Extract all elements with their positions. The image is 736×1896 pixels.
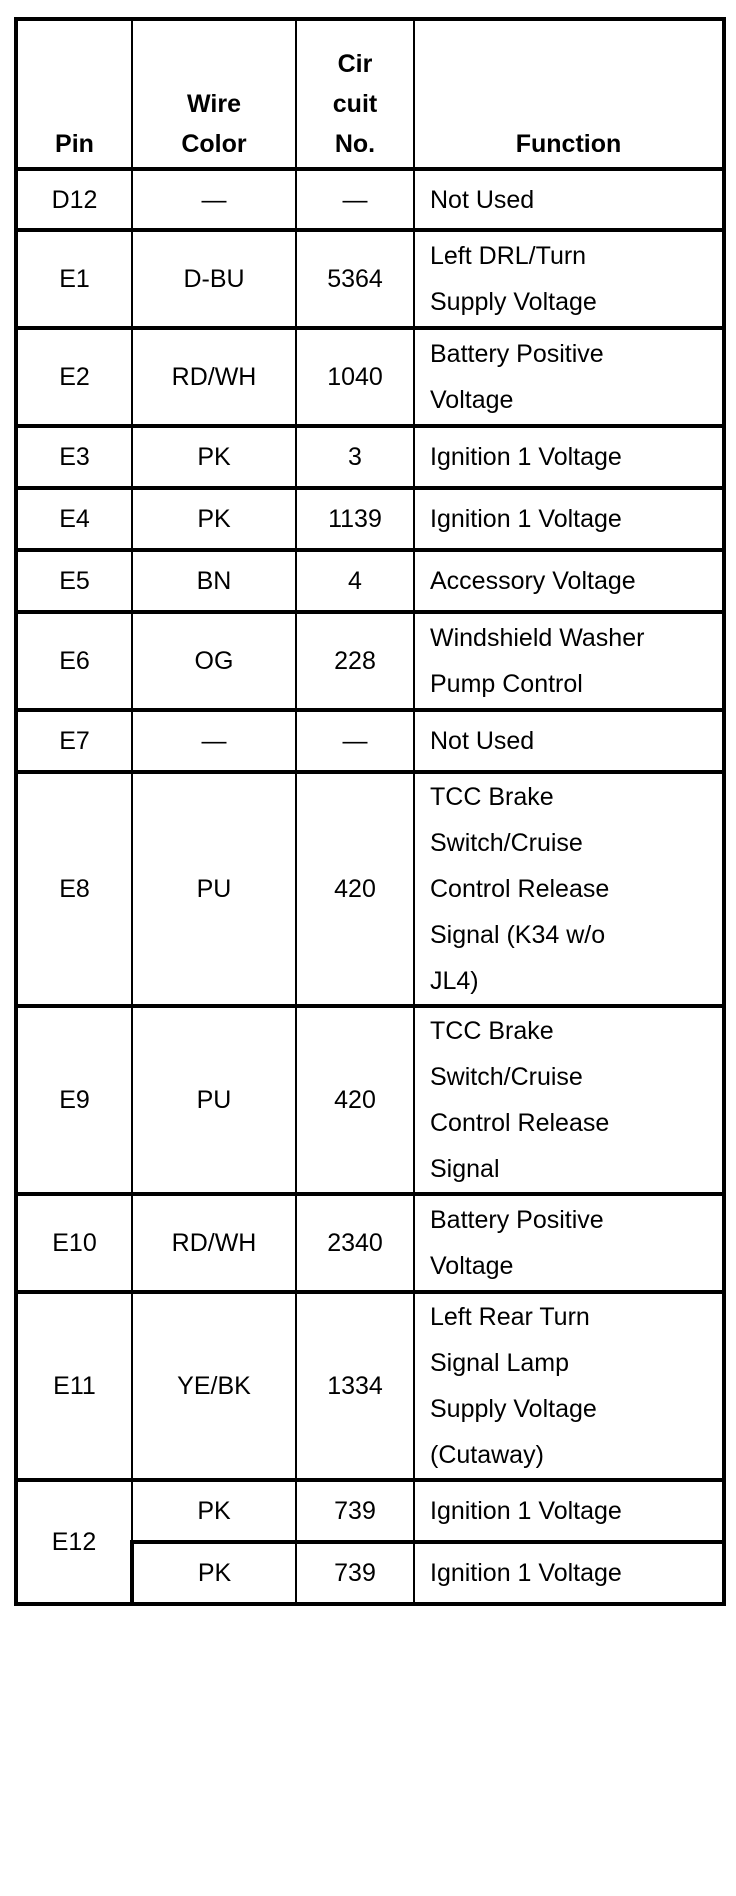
function-cell: Left Rear Turn Signal Lamp Supply Voltage (Cutaway) [414,1292,724,1480]
function-cell: Windshield Washer Pump Control [414,612,724,710]
pin-cell: E6 [16,612,132,710]
pin-cell: E3 [16,426,132,488]
pin-cell: E12 [16,1480,132,1604]
circuit-cell: — [296,169,414,230]
wire-color-cell: — [132,169,296,230]
circuit-cell: 2340 [296,1194,414,1292]
function-cell: Ignition 1 Voltage [414,1480,724,1542]
wire-color-cell: PU [132,772,296,1006]
table-row [16,772,724,1006]
circuit-cell: 5364 [296,230,414,328]
circuit-cell: 1139 [296,488,414,550]
wire-color-cell: BN [132,550,296,612]
table-row [16,710,724,772]
circuit-cell: 4 [296,550,414,612]
wire-color-cell: PU [132,1006,296,1194]
pin-cell: E10 [16,1194,132,1292]
table-row [16,1480,724,1542]
table-row [16,488,724,550]
circuit-cell: 420 [296,1006,414,1194]
wire-color-cell: PK [132,1542,296,1604]
wire-color-cell: RD/WH [132,1194,296,1292]
pin-cell: E7 [16,710,132,772]
table-row [16,1006,724,1194]
function-cell: TCC Brake Switch/Cruise Control Release Signal (K34 w/o JL4) [414,772,724,1006]
circuit-cell: 1334 [296,1292,414,1480]
function-cell: Not Used [414,710,724,772]
function-cell: Battery Positive Voltage [414,1194,724,1292]
pin-cell: E1 [16,230,132,328]
table-row [16,550,724,612]
table-row [16,230,724,328]
function-cell: TCC Brake Switch/Cruise Control Release Signal [414,1006,724,1194]
pin-cell: E11 [16,1292,132,1480]
function-cell: Accessory Voltage [414,550,724,612]
function-cell: Ignition 1 Voltage [414,1542,724,1604]
wire-color-cell: OG [132,612,296,710]
table-row [16,612,724,710]
header-wire-color: Wire Color [132,19,296,169]
function-cell: Ignition 1 Voltage [414,488,724,550]
header-function: Function [414,19,724,169]
wire-color-cell: D-BU [132,230,296,328]
header-row [16,19,724,169]
circuit-cell: 739 [296,1542,414,1604]
wire-color-cell: RD/WH [132,328,296,426]
header-pin: Pin [16,19,132,169]
circuit-cell: — [296,710,414,772]
wire-color-cell: YE/BK [132,1292,296,1480]
table-row [16,328,724,426]
pin-cell: E5 [16,550,132,612]
circuit-cell: 228 [296,612,414,710]
table-row [16,169,724,230]
pin-cell: E9 [16,1006,132,1194]
pin-cell: E2 [16,328,132,426]
pin-cell: E4 [16,488,132,550]
function-cell: Not Used [414,169,724,230]
pinout-table [14,17,726,1606]
table-row [16,1292,724,1480]
function-cell: Ignition 1 Voltage [414,426,724,488]
wire-color-cell: PK [132,426,296,488]
function-cell: Left DRL/Turn Supply Voltage [414,230,724,328]
wire-color-cell: PK [132,488,296,550]
wire-color-cell: — [132,710,296,772]
header-circuit-no: Cir cuit No. [296,19,414,169]
wire-color-cell: PK [132,1480,296,1542]
pin-cell: D12 [16,169,132,230]
circuit-cell: 739 [296,1480,414,1542]
function-cell: Battery Positive Voltage [414,328,724,426]
circuit-cell: 1040 [296,328,414,426]
table-row [16,1194,724,1292]
circuit-cell: 420 [296,772,414,1006]
circuit-cell: 3 [296,426,414,488]
table-row [16,426,724,488]
pin-cell: E8 [16,772,132,1006]
